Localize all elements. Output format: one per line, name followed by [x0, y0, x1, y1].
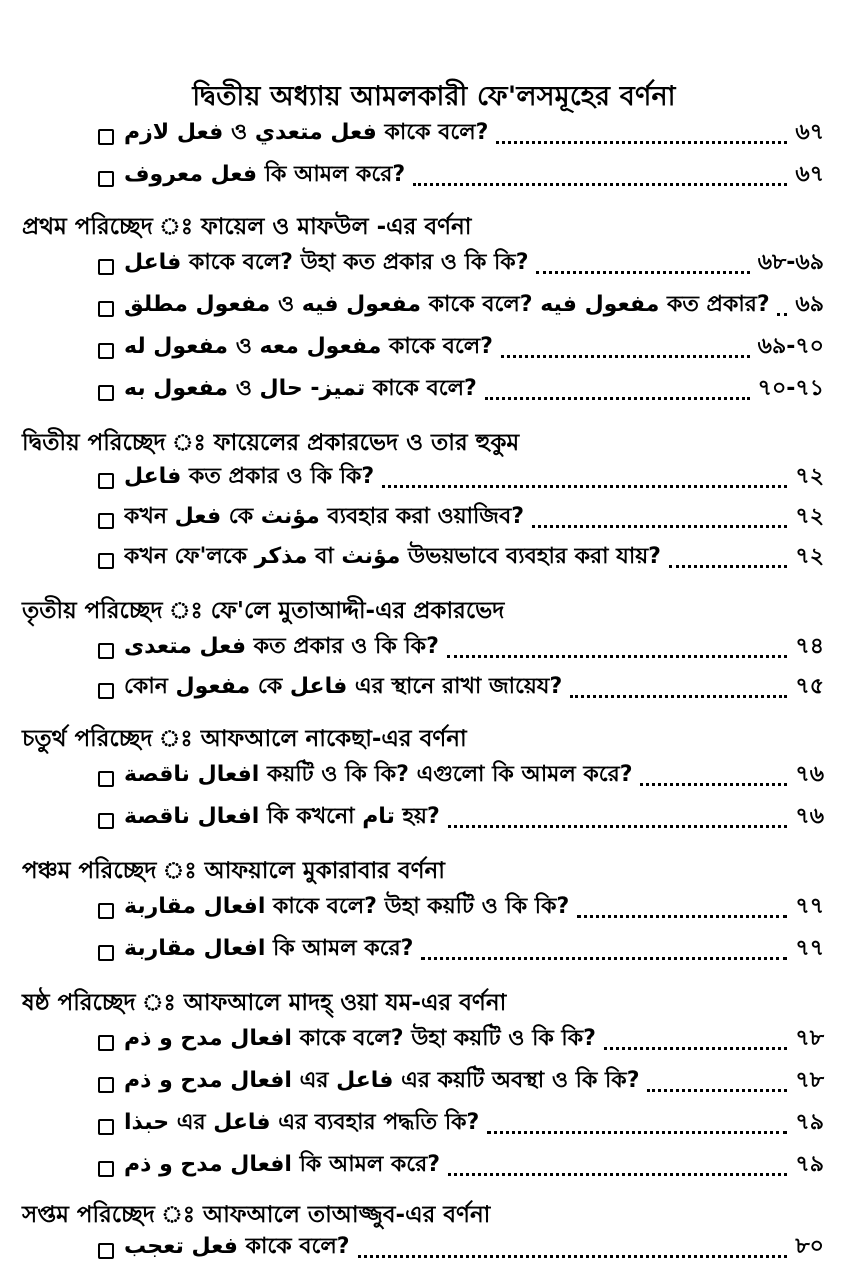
page-number: ৭৭: [795, 936, 824, 961]
checkbox-icon: [98, 643, 114, 659]
page-number: ৭২: [795, 544, 824, 569]
dot-leader: [604, 1047, 788, 1050]
checkbox-icon: [98, 683, 114, 699]
entry-text: فاعل কাকে বলে? উহা কত প্রকার ও কি কি?: [124, 250, 529, 275]
page-number: ৭৪: [795, 634, 824, 659]
section-heading: সপ্তম পরিচ্ছেদ ঃ আফআলে তাআজ্জুব-এর বর্ণনা: [22, 1202, 491, 1228]
page-number: ৭৮: [795, 1068, 824, 1093]
page-number: ৭৯: [795, 1152, 824, 1177]
toc-entry: [98, 1108, 824, 1142]
entry-text: افعال مقاربة কাকে বলে? উহা কয়টি ও কি কি?: [124, 894, 570, 919]
entry-text: مفعول مطلق ও مفعول فيه কাকে বলে? مفعول فيه কত প্রকার?: [124, 292, 770, 317]
page-number: ৬৯: [795, 292, 824, 317]
checkbox-icon: [98, 513, 114, 529]
dot-leader: [382, 485, 787, 488]
toc-entry: [98, 1232, 824, 1266]
toc-entry: [98, 118, 824, 152]
entry-text: فعل لازم ও فعل متعدي কাকে বলে?: [124, 120, 489, 145]
checkbox-icon: [98, 343, 114, 359]
dot-leader: [777, 313, 787, 316]
dot-leader: [640, 783, 787, 786]
dot-leader: [421, 957, 787, 960]
section-heading: চতুর্থ পরিচ্ছেদ ঃ আফআলে নাকেছা-এর বর্ণনা: [22, 726, 467, 752]
checkbox-icon: [98, 1161, 114, 1177]
page-number: ৭২: [795, 464, 824, 489]
checkbox-icon: [98, 1243, 114, 1259]
entry-text: কোন مفعول কে فاعل এর স্থানে রাখা জায়েয?: [124, 674, 563, 699]
entry-text: فاعل কত প্রকার ও কি কি?: [124, 464, 375, 489]
dot-leader: [669, 565, 787, 568]
entry-text: فعل متعدى কত প্রকার ও কি কি?: [124, 634, 439, 659]
chapter-title: দ্বিতীয় অধ্যায় আমলকারী ফে'লসমূহের বর্ণনা: [192, 81, 676, 112]
checkbox-icon: [98, 171, 114, 187]
entry-text: افعال مدح و ذم কাকে বলে? উহা কয়টি ও কি কি?: [124, 1026, 596, 1051]
toc-entry: [98, 892, 824, 926]
toc-entry: [98, 802, 824, 836]
entry-text: কখন ফে'লকে مذكر বা مؤنث উভয়ভাবে ব্যবহার করা যায়?: [124, 544, 661, 569]
dot-leader: [577, 915, 787, 918]
checkbox-icon: [98, 553, 114, 569]
page-number: ৭২: [795, 504, 824, 529]
page-number: ৭৯: [795, 1110, 824, 1135]
checkbox-icon: [98, 813, 114, 829]
page-number: ৮০: [795, 1234, 824, 1259]
dot-leader: [647, 1089, 787, 1092]
dot-leader: [496, 141, 787, 144]
entry-text: فعل تعجب কাকে বলে?: [124, 1234, 350, 1259]
page-number: ৬৯-৭০: [757, 334, 824, 359]
toc-entry: [98, 1066, 824, 1100]
toc-entry: [98, 374, 824, 408]
dot-leader: [532, 525, 787, 528]
dot-leader: [485, 397, 750, 400]
dot-leader: [447, 655, 788, 658]
dot-leader: [536, 271, 749, 274]
entry-text: افعال مقاربة কি আমল করে?: [124, 936, 414, 961]
checkbox-icon: [98, 473, 114, 489]
dot-leader: [448, 1173, 787, 1176]
page-number: ৬৭: [795, 162, 824, 187]
entry-text: افعال ناقصة কয়টি ও কি কি? এগুলো কি আমল করে?: [124, 762, 633, 787]
toc-entry: [98, 160, 824, 194]
entry-text: افعال مدح و ذم কি আমল করে?: [124, 1152, 440, 1177]
toc-entry: [98, 934, 824, 968]
toc-entry: [98, 760, 824, 794]
entry-text: مفعول له ও مفعول معه কাকে বলে?: [124, 334, 493, 359]
checkbox-icon: [98, 259, 114, 275]
dot-leader: [501, 355, 750, 358]
dot-leader: [358, 1255, 788, 1258]
page-number: ৬৮-৬৯: [757, 250, 824, 275]
section-heading: তৃতীয় পরিচ্ছেদ ঃ ফে'লে মুতাআদ্দী-এর প্রকারভেদ: [22, 598, 505, 624]
entry-text: افعال مدح و ذم এর فاعل এর কয়টি অবস্থা ও কি কি?: [124, 1068, 640, 1093]
page-number: ৭০-৭১: [757, 376, 824, 401]
section-heading: পঞ্চম পরিচ্ছেদ ঃ আফয়ালে মুকারাবার বর্ণনা: [22, 858, 445, 884]
toc-entry: [98, 1150, 824, 1184]
dot-leader: [413, 183, 787, 186]
checkbox-icon: [98, 301, 114, 317]
dot-leader: [487, 1131, 787, 1134]
page-number: ৭৬: [795, 804, 824, 829]
toc-entry: [98, 248, 824, 282]
section-heading: প্রথম পরিচ্ছেদ ঃ ফায়েল ও মাফউল -এর বর্ণনা: [22, 214, 472, 240]
checkbox-icon: [98, 1119, 114, 1135]
checkbox-icon: [98, 903, 114, 919]
page-number: ৭৭: [795, 894, 824, 919]
page-number: ৬৭: [795, 120, 824, 145]
toc-entry: [98, 542, 824, 576]
toc-entry: [98, 332, 824, 366]
entry-text: افعال ناقصة কি কখনো تام হয়?: [124, 804, 440, 829]
entry-text: حبذا এর فاعل এর ব্যবহার পদ্ধতি কি?: [124, 1110, 480, 1135]
checkbox-icon: [98, 771, 114, 787]
dot-leader: [570, 695, 787, 698]
checkbox-icon: [98, 945, 114, 961]
toc-entry: [98, 462, 824, 496]
page-number: ৭৮: [795, 1026, 824, 1051]
toc-entry: [98, 632, 824, 666]
toc-entry: [98, 502, 824, 536]
page-number: ৭৫: [795, 674, 824, 699]
checkbox-icon: [98, 1077, 114, 1093]
checkbox-icon: [98, 1035, 114, 1051]
toc-entry: [98, 290, 824, 324]
entry-text: فعل معروف কি আমল করে?: [124, 162, 406, 187]
toc-entry: [98, 1024, 824, 1058]
entry-text: مفعول به ও تميز- حال কাকে বলে?: [124, 376, 477, 401]
dot-leader: [448, 825, 788, 828]
entry-text: কখন فعل কে مؤنث ব্যবহার করা ওয়াজিব?: [124, 504, 524, 529]
checkbox-icon: [98, 385, 114, 401]
checkbox-icon: [98, 129, 114, 145]
section-heading: ষষ্ঠ পরিচ্ছেদ ঃ আফআলে মাদহ্ ওয়া যম-এর বর্ণনা: [22, 990, 507, 1016]
toc-entry: [98, 672, 824, 706]
page-number: ৭৬: [795, 762, 824, 787]
section-heading: দ্বিতীয় পরিচ্ছেদ ঃ ফায়েলের প্রকারভেদ ও তার হুকুম: [22, 430, 520, 456]
